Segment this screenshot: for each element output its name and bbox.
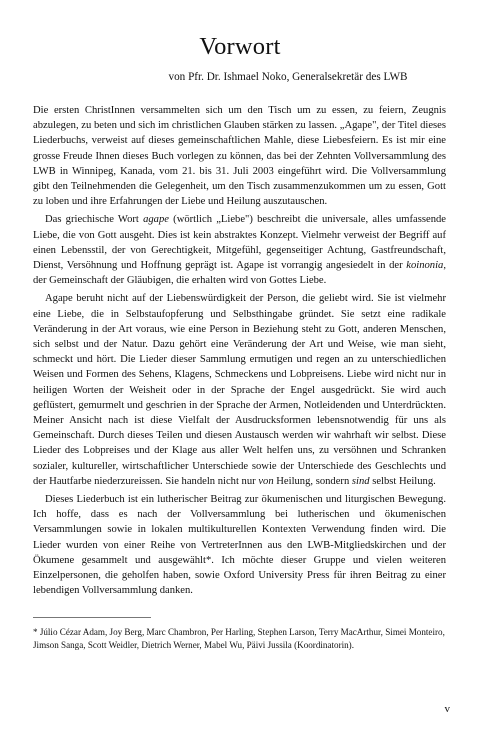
page-title: Vorwort (199, 33, 281, 60)
paragraph-3 (33, 291, 446, 489)
paragraph-3-text-start: Agape beruht nicht auf der Liebenswürdigkeit der Person, die geliebt wird. Sie ist vielmehr eine Liebe, die in Selbstaufopferung und Selbsthingabe gründet. Sie setzt eine radikale Veränderung in der Art voraus, wie eine Person in Beziehung steht zu Gott, anderen Menschen, sich selbst und der Natur. Dazu gehört eine Veränderung der Art und Weise, wie man sieht, schmeckt und hört. Die Lieder dieser Sammlung ermutigen und regen an zu unterschiedlichen Weisen und Formen des Sehens, Klagens, Schmeckens und Lobpreisens. Liebe wird nicht nur in heiligen Worten der Weisheit oder in der Sprache der Engel ausgedrückt. Sie wird auch geflüstert, gemurmelt und geschrien in der Sprache der Armen, Notleidenden und Unterdrückten. Meiner Ansicht nach ist diese Vielfalt der Ausdrucksformen lebensnotwendig für uns als Gemeinschaft. Durch dieses Teilen und diesen Austausch werden wir wahrhaft wir selbst. Diese Lieder des Lobpreises und der Klage aus aller Welt helfen uns, zu versöhnen und Schranken sozialer, kultureller, wirtschaftlicher Unterschiede sowie der Unterschiede des Geschlechts und der Hautfarbe niederzureissen. Sie handeln nicht nur (33, 293, 446, 487)
koinonia-emphasis: koinonia (406, 260, 444, 272)
paragraph-3-text-end: selbst Heilung. (369, 475, 436, 487)
paragraph-3-text-middle: Heilung, sondern (273, 475, 352, 487)
footnote-divider (33, 617, 151, 618)
foreword-body (33, 103, 446, 602)
page-number: v (444, 703, 450, 715)
paragraph-2-text-start: Das griechische Wort (45, 214, 144, 226)
paragraph-2 (33, 212, 446, 288)
von-emphasis: von (258, 475, 274, 487)
paragraph-1: Die ersten ChristInnen versammelten sich um den Tisch um zu essen, zu feiern, Zeugnis abzulegen, zu beten und sich im christlichen Glauben stärken zu lassen. „Agape", der Titel dieses Liederbuchs, verweist auf dieses gemeinschaftlichen Mahle, diese Liebesfeiern. Es ist mir eine grosse Freude Ihnen dieses Buch vorlegen zu können, das bei der Zehnten Vollversammlung des LWB in Winnipeg, Kanada, vom 21. bis 31. Juli 2003 eingeführt wird. Die Vollversammlung gibt den Teilnehmenden die Gelegenheit, um den Tisch zusammenzukommen um zu essen, Gott zu loben und ihre Erfahrungen der Liebe und Heilung auszutauschen. (33, 105, 446, 208)
paragraph-2-text-end: , der Gemeinschaft der Gläubigen, die erhalten wird von Gottes Liebe. (33, 260, 446, 287)
paragraph-4: Dieses Liederbuch ist ein lutherischer Beitrag zur ökumenischen und liturgischen Bewegung. Ich hoffe, dass es nach der Vollversammlung bei lutherischen und ökumenischen Versammlungen sowie in lokalen multikulturellen Kontexten Verwendung finden wird. Die Lieder wurden von einer Reihe von VertreterInnen aus den LWB-Mitgliedskirchen und der Ökumene gesammelt und ausgewählt*. Ich möchte dieser Gruppe und vielen weiteren Einzelpersonen, die geholfen haben, sowie Oxford University Press für ihren Beitrag zu einer lebendigen Vollversammlung danken. (33, 494, 446, 597)
sind-emphasis: sind (351, 475, 370, 487)
author-byline: von Pfr. Dr. Ishmael Noko, Generalsekretär des LWB (168, 71, 408, 83)
agape-emphasis: agape (143, 214, 169, 226)
footnote: * Júlio Cézar Adam, Joy Berg, Marc Chambron, Per Harling, Stephen Larson, Terry MacArthur, Simei Monteiro, Jimson Sanga, Scott Weidler, Dietrich Werner, Mabel Wu, Päivi Jussila (Koordinatorin). (33, 627, 445, 650)
paragraph-2-text-middle: (wörtlich „Liebe") beschreibt die universale, alles umfassende Liebe, die von Gott ausgeht. Dies ist kein abstraktes Konzept. Vielmehr verweist der Begriff auf einen Lebensstil, der von Gerechtigkeit, Mitgefühl, gegenseitiger Achtung, Gastfreundschaft, Dienst, Versöhnung und Hoffnung geprägt ist. Agape ist vorrangig angesiedelt in der (33, 214, 446, 272)
